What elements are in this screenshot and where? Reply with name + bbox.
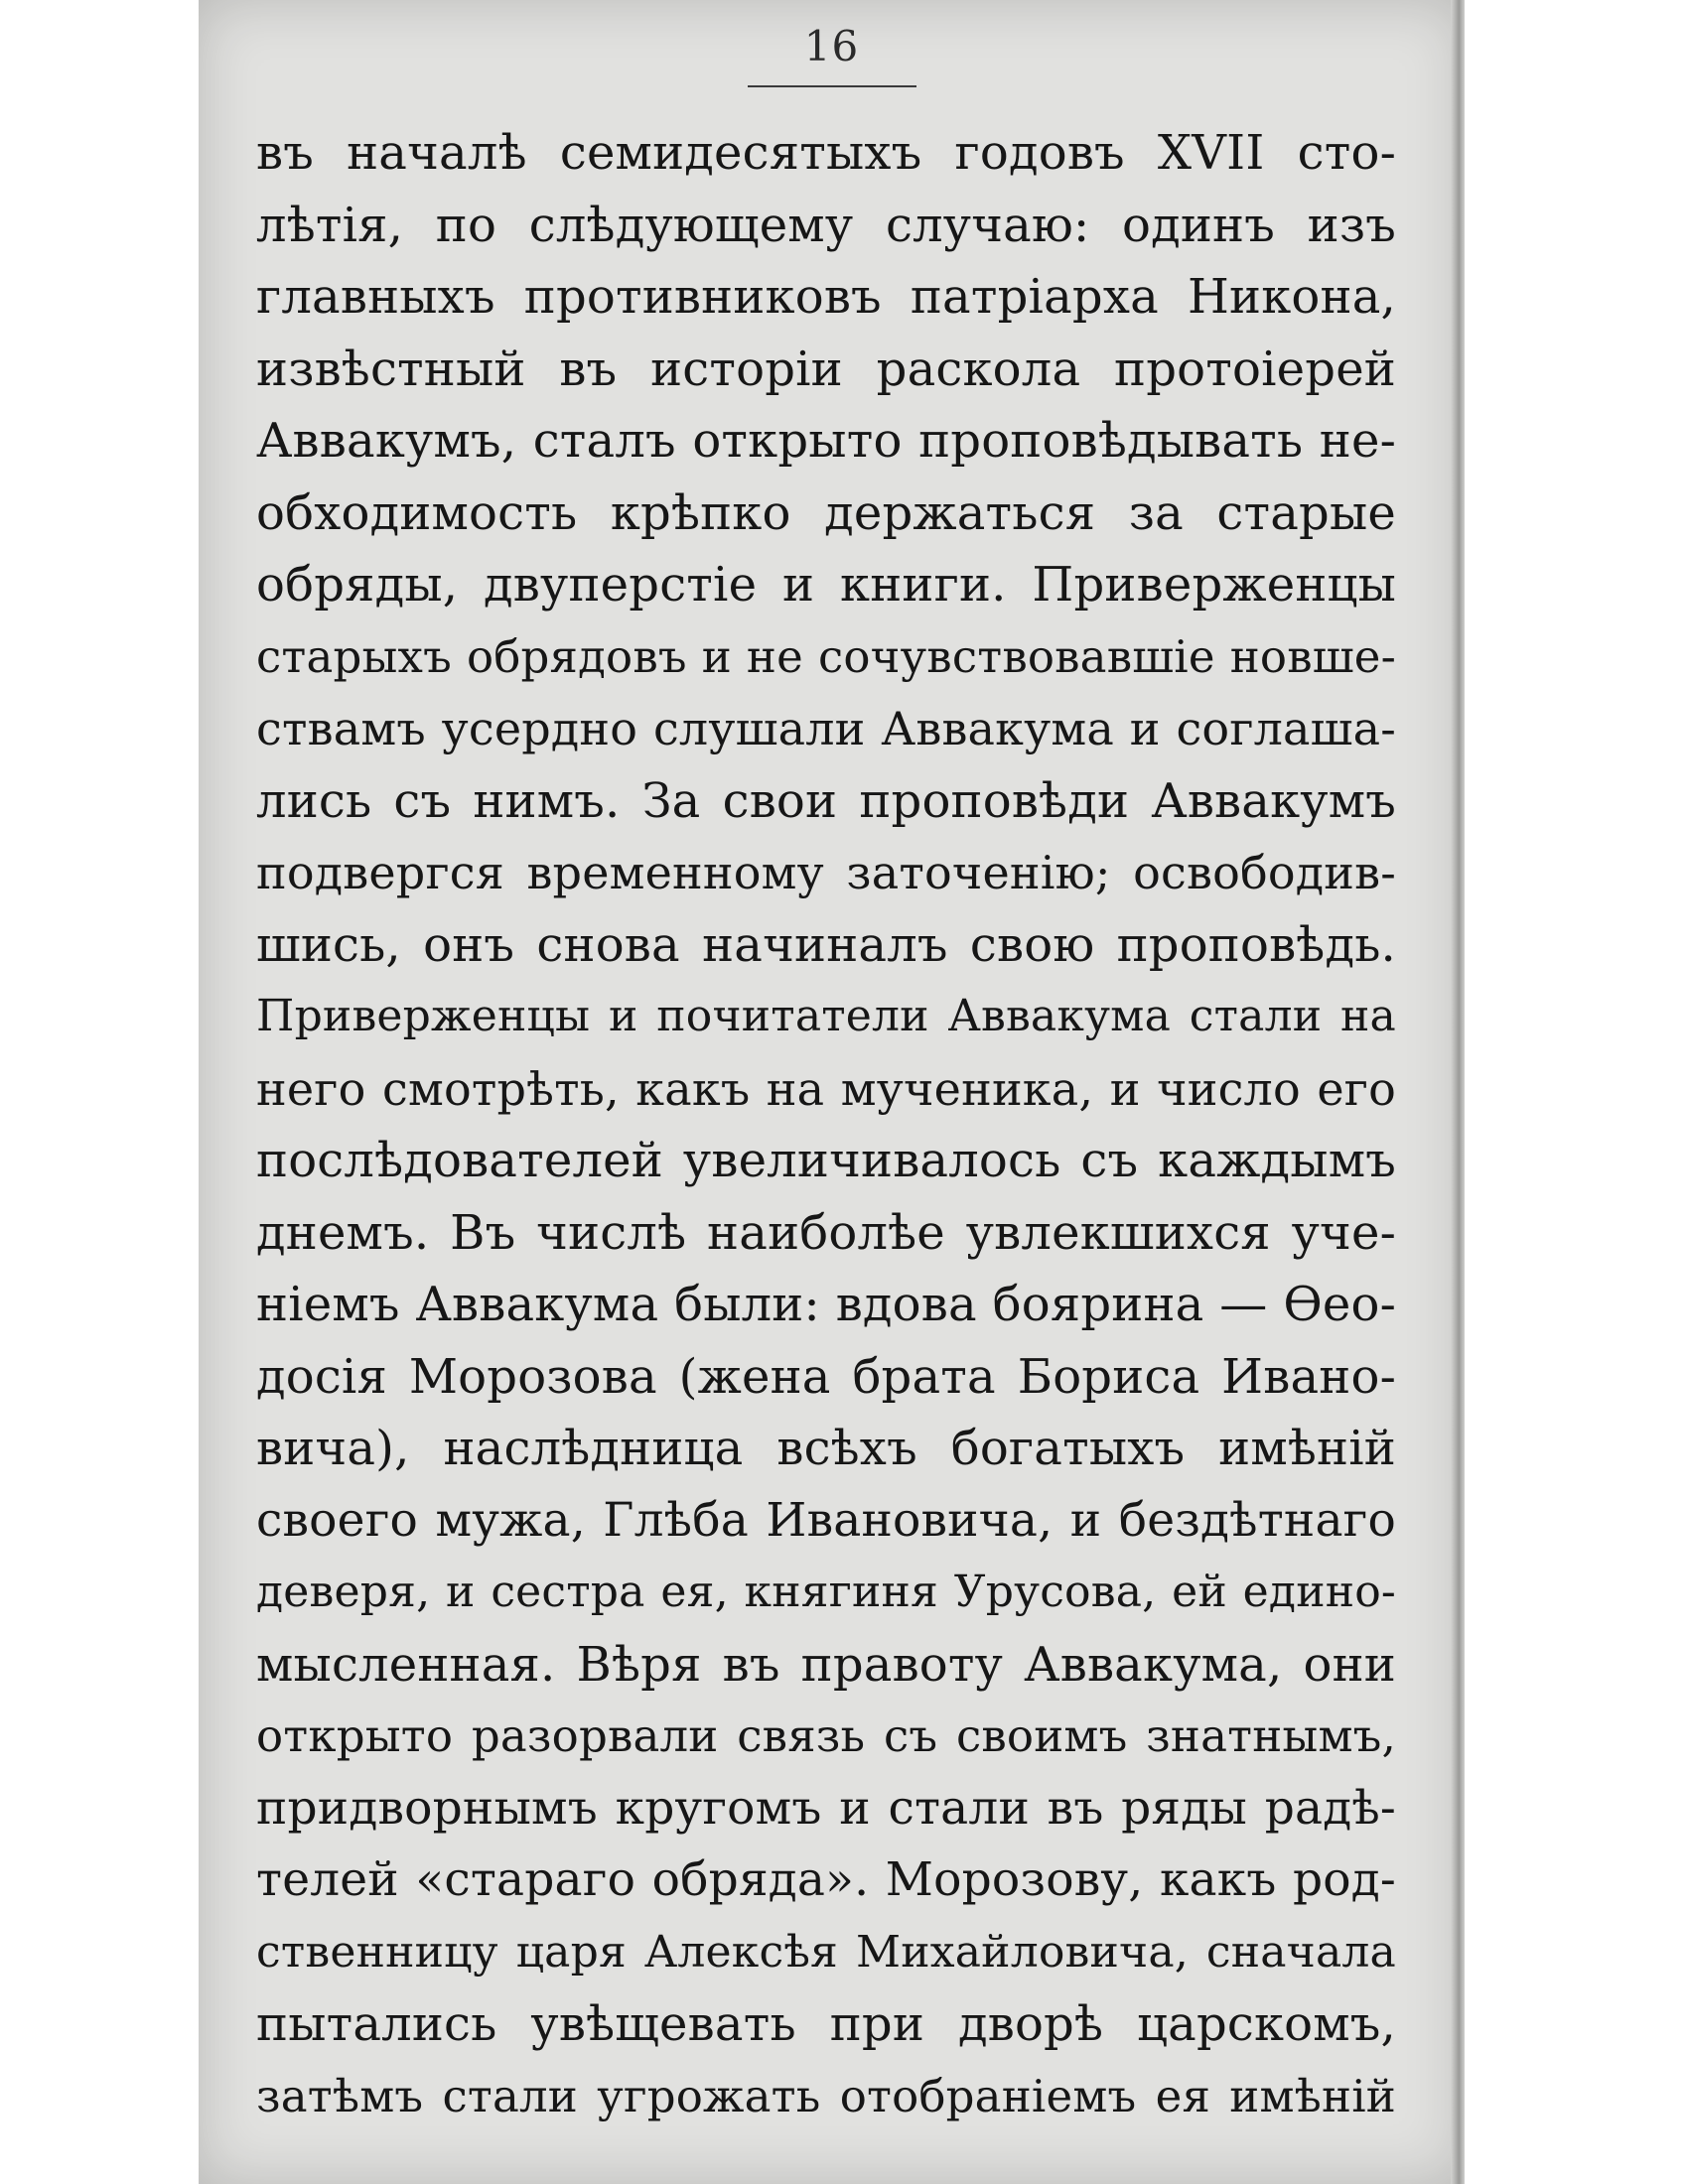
text-line: затѣмъ стали угрожать отобраніемъ ея имѣній <box>256 2069 1396 2122</box>
text-line: шись, онъ снова начиналъ свою проповѣдь. <box>256 916 1396 973</box>
body-text <box>256 117 1396 2132</box>
text-line: ственницу царя Алексѣя Михайловича, сначала <box>256 1926 1396 1978</box>
text-line: ніемъ Аввакума были: вдова боярина — Ѳео- <box>256 1277 1396 1332</box>
text-line: вича), наслѣдница всѣхъ богатыхъ имѣній <box>256 1421 1396 1476</box>
header-rule <box>748 85 916 87</box>
text-line: лись съ нимъ. За свои проповѣди Аввакумъ <box>256 772 1396 829</box>
text-line: обходимость крѣпко держаться за старые <box>256 484 1396 541</box>
text-line: въ началѣ семидесятыхъ годовъ XVII сто- <box>256 125 1396 181</box>
text-line: извѣстный въ исторіи раскола протоіерей <box>256 341 1396 397</box>
text-line: Аввакумъ, сталъ открыто проповѣдывать не- <box>256 413 1396 469</box>
text-line: телей «стараго обряда». Морозову, какъ род- <box>256 1852 1396 1907</box>
text-line: послѣдователей увеличивалось съ каждымъ <box>256 1133 1396 1188</box>
text-line: своего мужа, Глѣба Ивановича, и бездѣтнаго <box>256 1492 1396 1548</box>
text-line: пытались увѣщевать при дворѣ царскомъ, <box>256 1996 1396 2052</box>
text-line: подвергся временному заточенію; освободив- <box>256 846 1396 899</box>
text-line: него смотрѣть, какъ на мученика, и число его <box>256 1061 1396 1116</box>
text-line: открыто разорвали связь съ своимъ знатнымъ, <box>256 1709 1396 1762</box>
text-line: старыхъ обрядовъ и не сочувствовавшіе новше- <box>256 629 1396 683</box>
book-page <box>199 0 1465 2184</box>
text-line: придворнымъ кругомъ и стали въ ряды радѣ- <box>256 1780 1396 1836</box>
text-line: днемъ. Въ числѣ наиболѣе увлекшихся уче- <box>256 1204 1396 1261</box>
text-line: мысленная. Вѣря въ правоту Аввакума, они <box>256 1636 1396 1693</box>
page-number: 16 <box>803 22 860 70</box>
page-edge-shadow <box>1451 0 1465 2184</box>
text-line: ствамъ усердно слушали Аввакума и соглаша- <box>256 702 1396 755</box>
text-line: лѣтія, по слѣдующему случаю: одинъ изъ <box>256 197 1396 253</box>
text-line: обряды, двуперстіе и книги. Приверженцы <box>256 557 1396 613</box>
text-line: главныхъ противниковъ патріарха Никона, <box>256 269 1396 325</box>
text-line: Приверженцы и почитатели Аввакума стали на <box>256 991 1396 1041</box>
text-line: деверя, и сестра ея, княгиня Урусова, ей едино- <box>256 1567 1396 1617</box>
text-line: досія Морозова (жена брата Бориса Ивано- <box>256 1348 1396 1405</box>
